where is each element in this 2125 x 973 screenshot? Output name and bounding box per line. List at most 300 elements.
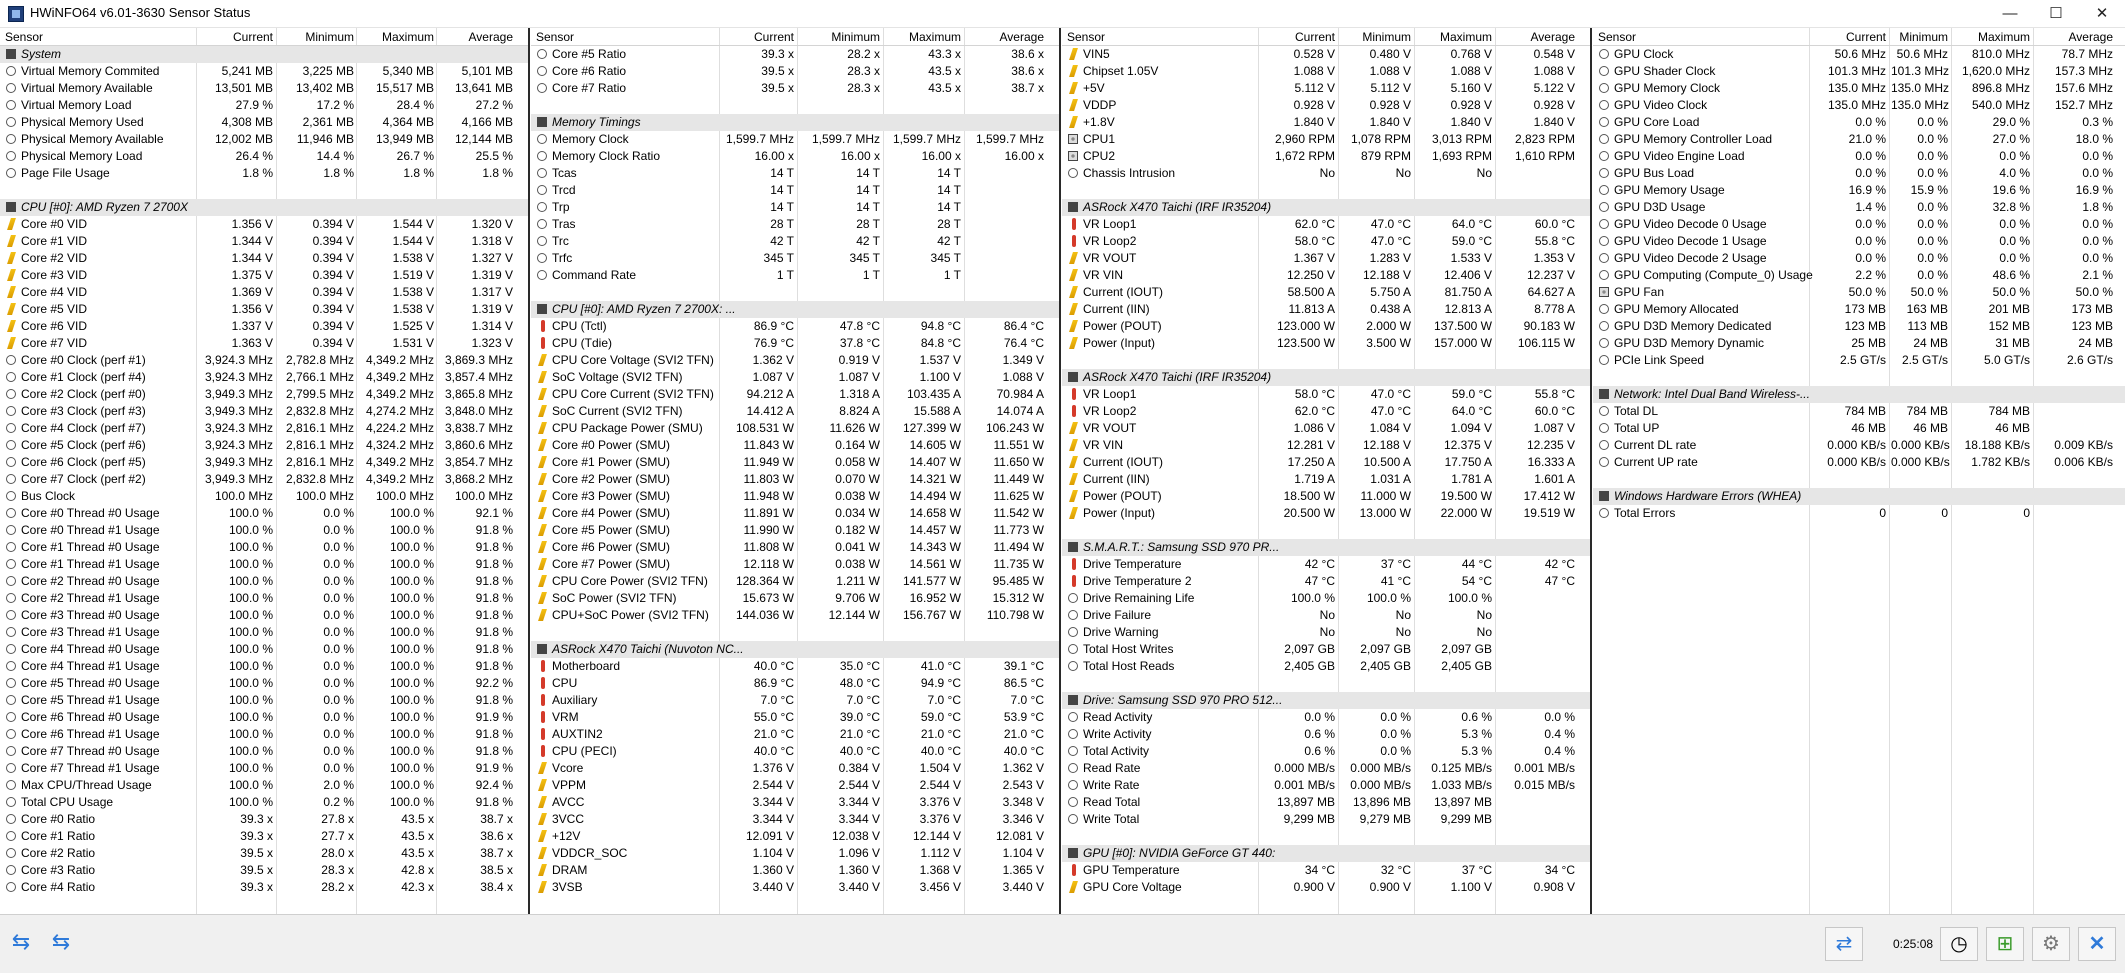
sensor-pane-1[interactable] [0, 28, 528, 914]
sensor-row[interactable] [1593, 97, 2125, 114]
sensor-row[interactable] [1062, 607, 1590, 624]
sensor-value-average: 0.015 MB/s [1514, 778, 1575, 792]
sensor-row[interactable] [1062, 97, 1590, 114]
sensor-row[interactable] [531, 658, 1059, 675]
sensor-row[interactable] [1593, 250, 2125, 267]
sensor-value-maximum: 100.0 % [389, 523, 434, 537]
sensor-row[interactable] [1593, 114, 2125, 131]
sensor-value-average: 3,860.6 MHz [444, 438, 513, 452]
sensor-row[interactable] [0, 267, 528, 284]
sensor-value-minimum: 1.031 A [1370, 472, 1411, 486]
sensor-group-header[interactable] [531, 641, 1059, 658]
status-icon [1599, 185, 1609, 195]
column-header [1062, 28, 1590, 46]
status-icon [537, 49, 547, 59]
sensor-row[interactable] [531, 590, 1059, 607]
sensor-row[interactable] [1062, 658, 1590, 675]
sensor-value-maximum: No [1476, 625, 1492, 639]
sensor-value-maximum: 1.504 V [919, 761, 961, 775]
thermometer-icon [1072, 218, 1076, 230]
sensor-row[interactable] [1593, 284, 2125, 301]
sensor-value-average: 4,166 MB [461, 115, 513, 129]
sensor-row[interactable] [0, 573, 528, 590]
sensor-row[interactable] [1062, 250, 1590, 267]
sensor-label: Core #2 VID [21, 251, 88, 265]
sensor-label: +12V [552, 829, 581, 843]
sensor-value-maximum: 16.00 x [921, 149, 961, 163]
sensor-row[interactable] [1062, 284, 1590, 301]
sensor-row[interactable] [1062, 760, 1590, 777]
sensor-row[interactable] [1062, 488, 1590, 505]
column-header-sensor[interactable]: Sensor [5, 30, 44, 44]
sensor-value-minimum: 0.0 % [1917, 217, 1948, 231]
sensor-row[interactable] [0, 284, 528, 301]
sensor-row[interactable] [0, 488, 528, 505]
sensor-row[interactable] [0, 828, 528, 845]
sensor-value-average: 91.8 % [475, 659, 513, 673]
add-report-icon[interactable]: ⊞ [1986, 927, 2024, 961]
column-header-maximum[interactable]: Maximum [1977, 30, 2030, 44]
sensor-value-current: 1.087 V [752, 370, 794, 384]
sensor-label: Core #3 Power (SMU) [552, 489, 671, 503]
sensor-label: Core #2 Power (SMU) [552, 472, 671, 486]
sensor-row[interactable] [0, 777, 528, 794]
pane-divider[interactable] [528, 28, 530, 914]
sensor-row[interactable] [531, 386, 1059, 403]
sensor-value-average: 1.8 % [2082, 200, 2113, 214]
sensor-row[interactable] [531, 318, 1059, 335]
sensor-row[interactable] [1062, 709, 1590, 726]
sensor-row[interactable] [1062, 233, 1590, 250]
sensor-row[interactable] [1062, 879, 1590, 896]
sensor-pane-4[interactable] [1593, 28, 2125, 914]
sensor-group-header[interactable] [1062, 692, 1590, 709]
sensor-row[interactable] [0, 675, 528, 692]
sensor-value-current: 15.673 W [742, 591, 794, 605]
column-header-current[interactable]: Current [232, 30, 273, 44]
sensor-row[interactable] [0, 709, 528, 726]
sensor-value-average: 1.087 V [1533, 421, 1575, 435]
sensor-value-minimum: 0.480 V [1369, 47, 1411, 61]
column-header-minimum[interactable]: Minimum [1362, 30, 1411, 44]
sensor-row[interactable] [0, 97, 528, 114]
sensor-row[interactable] [0, 845, 528, 862]
sensor-row[interactable] [0, 556, 528, 573]
column-header-minimum[interactable]: Minimum [831, 30, 880, 44]
sensor-value-maximum: 31 MB [1995, 336, 2030, 350]
sensor-row[interactable] [1062, 641, 1590, 658]
sensor-row[interactable] [1062, 148, 1590, 165]
sensor-label: Chipset 1.05V [1083, 64, 1159, 78]
sensor-row[interactable] [531, 522, 1059, 539]
sensor-row[interactable] [1593, 437, 2125, 454]
column-header-average[interactable]: Average [468, 30, 513, 44]
column-header-maximum[interactable]: Maximum [908, 30, 961, 44]
column-header-current[interactable]: Current [1294, 30, 1335, 44]
sensor-row[interactable] [0, 216, 528, 233]
network-icon[interactable]: ⇄ [1825, 927, 1863, 961]
maximize-button[interactable]: ☐ [2049, 5, 2063, 22]
sensor-row[interactable] [531, 828, 1059, 845]
sensor-group-header[interactable] [531, 301, 1059, 318]
sensor-value-current: 11.843 W [743, 438, 794, 452]
status-icon [1599, 151, 1609, 161]
sensor-row[interactable] [1062, 267, 1590, 284]
sensor-row[interactable] [531, 607, 1059, 624]
sensor-label: Core #5 Ratio [552, 47, 627, 61]
sensor-row[interactable] [1062, 301, 1590, 318]
sensor-row[interactable] [1062, 114, 1590, 131]
close-sensors-icon[interactable]: ✕ [2078, 927, 2116, 961]
sensor-row[interactable] [531, 505, 1059, 522]
sensor-group-header[interactable] [0, 46, 528, 63]
sensor-row[interactable] [0, 454, 528, 471]
sensor-row[interactable] [531, 692, 1059, 709]
sensor-row[interactable] [0, 386, 528, 403]
voltage-icon [1069, 286, 1078, 298]
sensor-value-current: 76.9 °C [753, 336, 794, 350]
sensor-label: Power (Input) [1083, 336, 1156, 350]
sensor-value-current: 3.344 V [752, 812, 794, 826]
sensor-row[interactable] [531, 437, 1059, 454]
sensor-row[interactable] [1062, 726, 1590, 743]
column-header-sensor[interactable]: Sensor [1067, 30, 1106, 44]
sensor-row[interactable] [0, 63, 528, 80]
sensor-row[interactable] [531, 63, 1059, 80]
sensor-row[interactable] [1062, 386, 1590, 403]
voltage-icon [538, 405, 547, 417]
sensor-value-current: 100.0 % [228, 676, 273, 690]
sensor-row[interactable] [0, 607, 528, 624]
sensor-value-current: 0 [1879, 506, 1886, 520]
sensor-row[interactable] [531, 80, 1059, 97]
sensor-row[interactable] [1593, 46, 2125, 63]
sensor-row[interactable] [0, 403, 528, 420]
sensor-row[interactable] [531, 369, 1059, 386]
sensor-row[interactable] [0, 250, 528, 267]
sensor-value-maximum: 4,349.2 MHz [365, 370, 434, 384]
sensor-value-minimum: 101.3 MHz [1891, 64, 1950, 78]
sensor-row[interactable] [531, 403, 1059, 420]
sensor-value-maximum: 28.4 % [396, 98, 434, 112]
voltage-icon [1069, 337, 1078, 349]
sensor-label: CPU (PECI) [552, 744, 617, 758]
column-header-maximum[interactable]: Maximum [1439, 30, 1492, 44]
sensor-row[interactable] [531, 539, 1059, 556]
sensor-value-current: 100.0 % [228, 744, 273, 758]
sensor-row[interactable] [0, 131, 528, 148]
sensor-row[interactable] [1062, 80, 1590, 97]
sensor-row[interactable] [531, 573, 1059, 590]
sensor-row[interactable] [1593, 335, 2125, 352]
sensor-row[interactable] [531, 879, 1059, 896]
sensor-row[interactable] [531, 165, 1059, 182]
sensor-label: Core #6 Ratio [552, 64, 627, 78]
status-icon [1068, 746, 1078, 756]
sensor-row[interactable] [1062, 437, 1590, 454]
sensor-label: Tcas [552, 166, 577, 180]
column-header-current[interactable]: Current [1845, 30, 1886, 44]
sensor-label: Write Total [1083, 812, 1140, 826]
sensor-row[interactable] [0, 301, 528, 318]
sensor-row[interactable] [1062, 318, 1590, 335]
voltage-icon [7, 286, 16, 298]
sensor-row[interactable] [1593, 80, 2125, 97]
sensor-row[interactable] [0, 726, 528, 743]
sensor-pane-3[interactable] [1062, 28, 1590, 914]
sensor-row[interactable] [1593, 63, 2125, 80]
sensor-row[interactable] [0, 505, 528, 522]
sensor-row[interactable] [0, 352, 528, 369]
sensor-row[interactable] [1062, 743, 1590, 760]
voltage-icon [1069, 65, 1078, 77]
sensor-row[interactable] [531, 845, 1059, 862]
sensor-row[interactable] [531, 777, 1059, 794]
sensor-row[interactable] [1593, 318, 2125, 335]
column-header-average[interactable]: Average [999, 30, 1044, 44]
sensor-row[interactable] [531, 131, 1059, 148]
sensor-value-minimum: 100.0 % [1366, 591, 1411, 605]
sensor-row[interactable] [0, 760, 528, 777]
sensor-row[interactable] [1062, 862, 1590, 879]
sensor-value-average: 3,868.2 MHz [444, 472, 513, 486]
sensor-value-current: 40.0 °C [753, 744, 794, 758]
sensor-value-average: 0.0 % [2082, 166, 2113, 180]
sensor-row[interactable] [531, 352, 1059, 369]
sensor-label: Core #1 Thread #1 Usage [21, 557, 160, 571]
sensor-row[interactable] [1062, 505, 1590, 522]
sensor-row[interactable] [1593, 454, 2125, 471]
sensor-row[interactable] [531, 250, 1059, 267]
sensor-row[interactable] [1062, 46, 1590, 63]
sensor-row[interactable] [1593, 199, 2125, 216]
sensor-value-current: 1,599.7 MHz [725, 132, 794, 146]
sensor-row[interactable] [1062, 624, 1590, 641]
sensor-value-average: 1.088 V [1002, 370, 1044, 384]
sensor-row[interactable] [0, 233, 528, 250]
sensor-value-minimum: 0.000 MB/s [1350, 778, 1411, 792]
sensor-value-average: 0.0 % [2082, 149, 2113, 163]
sensor-value-maximum: 100.0 MHz [375, 489, 434, 503]
sensor-label: Power (POUT) [1083, 489, 1162, 503]
sensor-row[interactable] [1062, 471, 1590, 488]
sensor-group-header[interactable] [1062, 539, 1590, 556]
sensor-row[interactable] [0, 471, 528, 488]
sensor-value-minimum: 7.0 °C [846, 693, 880, 707]
sensor-row[interactable] [0, 369, 528, 386]
column-header-sensor[interactable]: Sensor [1598, 30, 1637, 44]
sensor-row[interactable] [531, 760, 1059, 777]
close-button[interactable]: ✕ [2095, 5, 2109, 22]
sensor-row[interactable] [531, 233, 1059, 250]
sensor-label: Core #7 Ratio [552, 81, 627, 95]
column-header-sensor[interactable]: Sensor [536, 30, 575, 44]
sensor-value-average: 91.8 % [475, 625, 513, 639]
status-icon [1599, 355, 1609, 365]
sensor-row[interactable] [1593, 505, 2125, 522]
sensor-row[interactable] [1593, 403, 2125, 420]
navigate-back-icon[interactable]: ⇆ [11, 929, 31, 954]
sensor-row[interactable] [0, 539, 528, 556]
sensor-row[interactable] [1593, 182, 2125, 199]
sensor-row[interactable] [1062, 63, 1590, 80]
sensor-value-current: 3,924.3 MHz [204, 421, 273, 435]
sensor-value-average: 11.449 W [993, 472, 1044, 486]
sensor-label: GPU Video Decode 2 Usage [1614, 251, 1767, 265]
sensor-row[interactable] [1062, 420, 1590, 437]
column-header-average[interactable]: Average [2068, 30, 2113, 44]
sensor-row[interactable] [1062, 794, 1590, 811]
sensor-row[interactable] [531, 743, 1059, 760]
sensor-group-header[interactable] [1062, 845, 1590, 862]
sensor-row[interactable] [0, 811, 528, 828]
sensor-value-average: 92.4 % [475, 778, 513, 792]
sensor-row[interactable] [531, 199, 1059, 216]
blank-row [1062, 828, 1590, 845]
sensor-label: VR Loop1 [1083, 387, 1137, 401]
sensor-row[interactable] [531, 454, 1059, 471]
sensor-row[interactable] [531, 811, 1059, 828]
column-header-minimum[interactable]: Minimum [305, 30, 354, 44]
sensor-row[interactable] [531, 267, 1059, 284]
sensor-row[interactable] [1062, 131, 1590, 148]
sensor-pane-2[interactable] [531, 28, 1059, 914]
sensor-label: Core #2 Clock (perf #0) [21, 387, 146, 401]
pane-divider[interactable] [1059, 28, 1061, 914]
sensor-row[interactable] [531, 726, 1059, 743]
sensor-row[interactable] [1593, 148, 2125, 165]
sensor-value-average: 17.412 W [1523, 489, 1575, 503]
sensor-row[interactable] [0, 743, 528, 760]
sensor-row[interactable] [1062, 777, 1590, 794]
sensor-row[interactable] [531, 675, 1059, 692]
sensor-row[interactable] [0, 692, 528, 709]
status-icon [6, 151, 16, 161]
sensor-row[interactable] [531, 46, 1059, 63]
sensor-label: Read Total [1083, 795, 1141, 809]
sensor-row[interactable] [531, 862, 1059, 879]
sensor-row[interactable] [0, 590, 528, 607]
sensor-group-header[interactable] [0, 199, 528, 216]
sensor-row[interactable] [531, 182, 1059, 199]
sensor-label: Read Activity [1083, 710, 1153, 724]
sensor-row[interactable] [531, 794, 1059, 811]
sensor-row[interactable] [531, 471, 1059, 488]
sensor-group-header[interactable] [1062, 369, 1590, 386]
sensor-row[interactable] [0, 318, 528, 335]
sensor-row[interactable] [531, 335, 1059, 352]
sensor-row[interactable] [1062, 216, 1590, 233]
sensor-row[interactable] [0, 658, 528, 675]
sensor-row[interactable] [0, 114, 528, 131]
sensor-value-current: 0.0 % [1855, 149, 1886, 163]
navigate-forward-icon[interactable]: ⇆ [51, 929, 71, 954]
sensor-value-current: 100.0 % [228, 625, 273, 639]
sensor-row[interactable] [0, 879, 528, 896]
sensor-group-header[interactable] [531, 114, 1059, 131]
sensor-value-minimum: 9.706 W [835, 591, 880, 605]
sensor-row[interactable] [1593, 352, 2125, 369]
sensor-row[interactable] [0, 862, 528, 879]
sensor-row[interactable] [0, 148, 528, 165]
sensor-value-current: 39.5 x [761, 81, 794, 95]
sensor-row[interactable] [1593, 301, 2125, 318]
sensor-label: VRM [552, 710, 579, 724]
sensor-row[interactable] [1593, 420, 2125, 437]
sensor-value-current: 1 T [776, 268, 794, 282]
sensor-row[interactable] [0, 624, 528, 641]
sensor-value-average: 38.6 x [480, 829, 513, 843]
sensor-row[interactable] [1062, 335, 1590, 352]
clock-icon[interactable]: ◷ [1940, 927, 1978, 961]
sensor-row[interactable] [531, 488, 1059, 505]
sensor-row[interactable] [531, 556, 1059, 573]
sensor-row[interactable] [1062, 556, 1590, 573]
sensor-row[interactable] [1593, 165, 2125, 182]
sensor-row[interactable] [531, 709, 1059, 726]
sensor-value-maximum: 1.112 V [920, 846, 961, 860]
pane-divider[interactable] [1590, 28, 1592, 914]
column-header-minimum[interactable]: Minimum [1899, 30, 1948, 44]
sensor-value-maximum: 1.100 V [919, 370, 961, 384]
sensor-row[interactable] [0, 80, 528, 97]
sensor-value-average: 34 °C [1544, 863, 1575, 877]
sensor-row[interactable] [0, 335, 528, 352]
sensor-group-header[interactable] [1593, 488, 2125, 505]
sensor-row[interactable] [0, 165, 528, 182]
sensor-row[interactable] [1062, 811, 1590, 828]
sensor-value-average: 0.3 % [2082, 115, 2113, 129]
settings-icon[interactable]: ⚙ [2032, 927, 2070, 961]
sensor-row[interactable] [1593, 267, 2125, 284]
sensor-row[interactable] [1593, 233, 2125, 250]
voltage-icon [538, 558, 547, 570]
column-header-maximum[interactable]: Maximum [381, 30, 434, 44]
sensor-row[interactable] [0, 522, 528, 539]
sensor-row[interactable] [1062, 165, 1590, 182]
sensor-group-header[interactable] [1593, 386, 2125, 403]
sensor-value-minimum: 0.900 V [1369, 880, 1411, 894]
sensor-row[interactable] [1062, 590, 1590, 607]
sensor-group-header[interactable] [1062, 199, 1590, 216]
sensor-row[interactable] [1062, 573, 1590, 590]
sensor-row[interactable] [1593, 216, 2125, 233]
sensor-value-minimum: 37.8 °C [839, 336, 880, 350]
sensor-value-minimum: 784 MB [1906, 404, 1948, 418]
sensor-row[interactable] [0, 641, 528, 658]
sensor-row[interactable] [1062, 403, 1590, 420]
sensor-label: Core #4 Ratio [21, 880, 96, 894]
sensor-row[interactable] [531, 420, 1059, 437]
sensor-row[interactable] [0, 794, 528, 811]
sensor-row[interactable] [531, 216, 1059, 233]
chip-icon [6, 49, 16, 59]
column-header-average[interactable]: Average [1530, 30, 1575, 44]
sensor-row[interactable] [0, 420, 528, 437]
column-header-current[interactable]: Current [753, 30, 794, 44]
sensor-value-current: 0.6 % [1304, 744, 1335, 758]
sensor-row[interactable] [1593, 131, 2125, 148]
sensor-value-maximum: 1.533 V [1450, 251, 1492, 265]
sensor-label: GPU Video Engine Load [1614, 149, 1745, 163]
minimize-button[interactable]: — [2002, 5, 2018, 22]
sensor-value-average: 91.8 % [475, 591, 513, 605]
sensor-row[interactable] [531, 148, 1059, 165]
sensor-value-minimum: 8.824 A [839, 404, 880, 418]
sensor-row[interactable] [1062, 454, 1590, 471]
sensor-row[interactable] [0, 437, 528, 454]
sensor-value-average: 1,599.7 MHz [975, 132, 1044, 146]
